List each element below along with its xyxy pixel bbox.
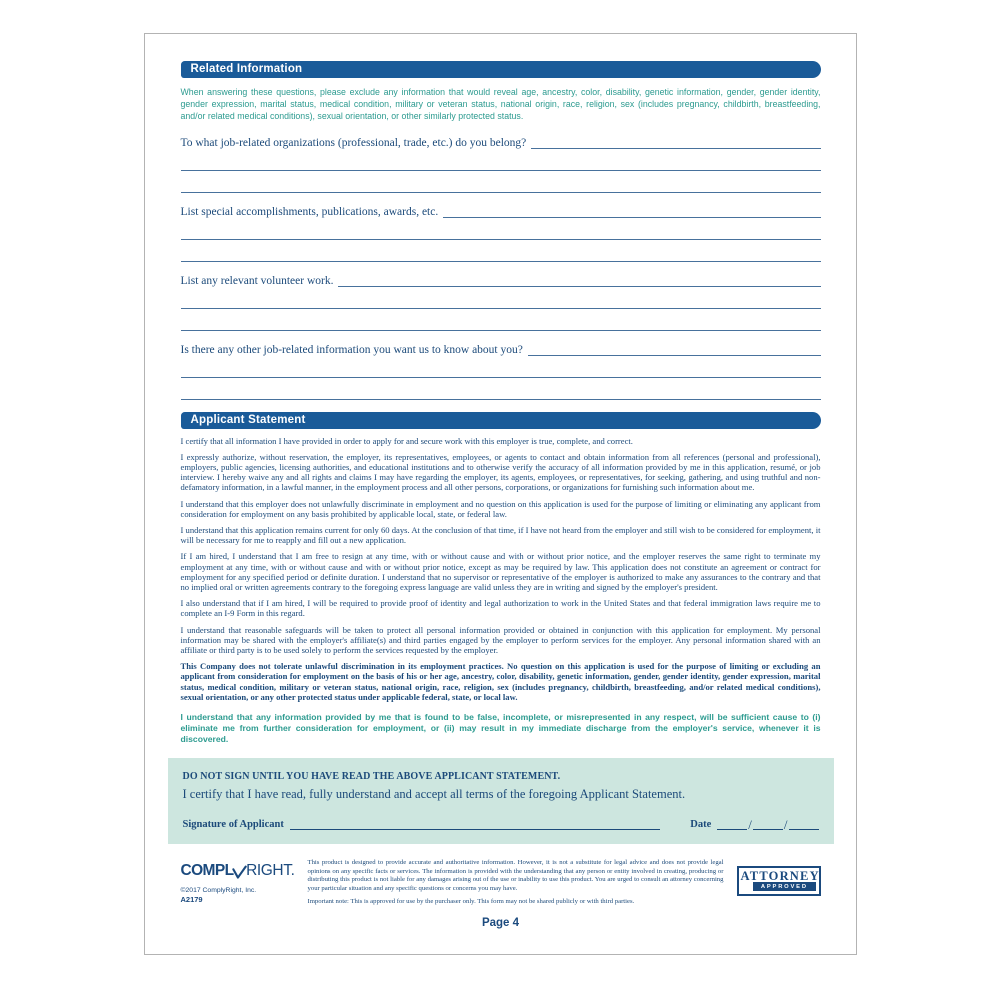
checkmark-icon [232, 865, 247, 881]
statement-paragraph: I certify that all information I have provided in order to apply for and secure work with this employer is true, complete, and correct. [180, 435, 633, 446]
complyright-logo [181, 862, 295, 880]
question-label: List special accomplishments, publications, awards, etc. [180, 205, 439, 218]
logo-text-right: RIGHT. [246, 862, 295, 880]
date-field [690, 817, 818, 833]
date-slash: / [783, 817, 788, 833]
eeo-exclusion-notice: When answering these questions, please exclude any information that would reveal age, ancestry, color, disability, genetic information, gender, gender identity, gender expression, marital status, medical condition, military or veteran status, national origin, race, religion, sex (includes pregnancy, childbirth, breastfeeding, and/or related medical conditions), sexual orientation, or other similarly protected status. [180, 87, 821, 122]
badge-approved-text: APPROVED [753, 882, 815, 891]
question-block-volunteer [181, 274, 821, 331]
application-form-page [144, 33, 857, 955]
answer-line[interactable] [338, 274, 820, 287]
legal-disclaimer: This product is designed to provide accurate and authoritative information. However, it is not a substitute for legal advice and does not provide legal opinions on any specific facts or services. The information is provided with the understanding that any person or entity involved in creating, producing or distributing this product is not liable for any damages arising out of the use or inability to use this product. You are urged to consult an attorney concerning your particular situation and any specific questions or concerns you may have. [307, 859, 724, 893]
answer-line[interactable] [181, 287, 821, 309]
statement-paragraph: I also understand that if I am hired, I will be required to provide proof of identity and legal authorization to work in the United States and that federal immigration laws require me to complete an I-9 Form in this regard. [180, 598, 821, 619]
answer-line[interactable] [181, 149, 821, 171]
question-label: Is there any other job-related information you want us to know about you? [180, 343, 523, 356]
certify-statement: I certify that I have read, fully understand and accept all terms of the foregoing Applicant Statement. [182, 787, 686, 802]
date-day-field[interactable] [753, 818, 783, 830]
applicant-statement-header: Applicant Statement [181, 412, 821, 429]
answer-line[interactable] [181, 218, 821, 240]
question-label: List any relevant volunteer work. [180, 274, 334, 287]
do-not-sign-warning: DO NOT SIGN UNTIL YOU HAVE READ THE ABOVE APPLICANT STATEMENT. [182, 771, 561, 783]
signature-line[interactable] [290, 818, 660, 830]
date-label: Date [690, 819, 712, 831]
important-note: Important note: This is approved for use by the purchaser only. This form may not be shared publicly or with third parties. [307, 897, 635, 905]
answer-line[interactable] [181, 240, 821, 262]
page-number: Page 4 [481, 916, 520, 929]
answer-line[interactable] [181, 171, 821, 193]
date-year-field[interactable] [789, 818, 819, 830]
statement-paragraph: I expressly authorize, without reservation, the employer, its representatives, employees, or agents to contact and obtain information from all references (personal and professional), employers, public agencies, licensing authorities, and educational institutions and to otherwise verify the accuracy of all information provided by me in this application, resumé, or job interview. I hereby waive any and all rights and claims I may have regarding the employer, its agents, employees, or representatives, for seeking, gathering, and using truthful and non-defamatory information, in a lawful manner, in the employment process and all other persons, corporations, or organizations for furnishing such information about me. [180, 451, 821, 493]
product-number: A2179 [180, 895, 203, 905]
answer-line[interactable] [181, 356, 821, 378]
copyright-text: ©2017 ComplyRight, Inc. [180, 887, 257, 895]
date-month-field[interactable] [717, 818, 747, 830]
question-block-accomplishments [181, 205, 821, 262]
answer-line[interactable] [531, 136, 820, 149]
page-footer [181, 859, 821, 905]
false-information-notice: I understand that any information provided by me that is found to be false, incomplete, or misrepresented in any respect, will be sufficient cause to (i) eliminate me from further consideration for employment, or (ii) may result in my immediate discharge from the employer's service, whenever it is discovered. [180, 712, 821, 745]
answer-line[interactable] [181, 378, 821, 400]
question-block-other-info [181, 343, 821, 400]
applicant-statement-body [181, 436, 821, 745]
answer-line[interactable] [528, 343, 821, 356]
signature-section [168, 758, 834, 844]
related-information-header: Related Information [181, 61, 821, 78]
question-label: To what job-related organizations (professional, trade, etc.) do you belong? [180, 136, 527, 149]
statement-paragraph: I understand that this application remains current for only 60 days. At the conclusion of that time, if I have not heard from the employer and still wish to be considered for employment, it will be necessary for me to reapply and fill out a new application. [180, 525, 821, 546]
badge-attorney-text: ATTORNEY [740, 869, 820, 884]
answer-line[interactable] [181, 309, 821, 331]
statement-paragraph: I understand that this employer does not unlawfully discriminate in employment and no question on this application is used for the purpose of limiting or eliminating any applicant from consideration for employment on any basis prohibited by applicable local, state, or federal law. [180, 498, 821, 519]
signature-label: Signature of Applicant [182, 819, 284, 831]
logo-text-comply: COMPL [180, 862, 234, 880]
answer-line[interactable] [443, 205, 820, 218]
statement-paragraph: If I am hired, I understand that I am free to resign at any time, with or without cause and with or without prior notice, and the employer reserves the same right to terminate my employment at any time, with or without cause and with or without prior notice, except as may be required by law. This application does not constitute an agreement or contract for employment for any specified period or definite duration. I understand that no supervisor or representative of the employer is authorized to make any assurances to the contrary and that no implied oral or written agreements contrary to the foregoing express language are valid unless they are in writing and signed by the employer's president. [180, 551, 821, 593]
question-block-organizations [181, 136, 821, 193]
statement-paragraph: I understand that reasonable safeguards will be taken to protect all personal information provided or obtained in conjunction with this application for employment. My personal information may be shared with the employer's affiliate(s) and third parties engaged by the employer to perform services for the employer. Any personal information shared with an affiliate or third party is to be used solely to perform the services requested by the employer. [180, 624, 821, 656]
date-slash: / [748, 817, 752, 833]
non-discrimination-paragraph: This Company does not tolerate unlawful discrimination in its employment practices. No question on this application is used for the purpose of limiting or excluding an applicant from consideration for employment on the basis of his or her age, ancestry, color, disability, genetic information, gender, gender identity, gender expression, marital status, medical condition, military or veteran status, national origin, race, religion, sex (includes pregnancy, childbirth, breastfeeding, and/or related medical conditions), sexual orientation, or any other protected status under applicable federal, state, or local law. [180, 661, 821, 702]
attorney-approved-badge [737, 866, 821, 896]
